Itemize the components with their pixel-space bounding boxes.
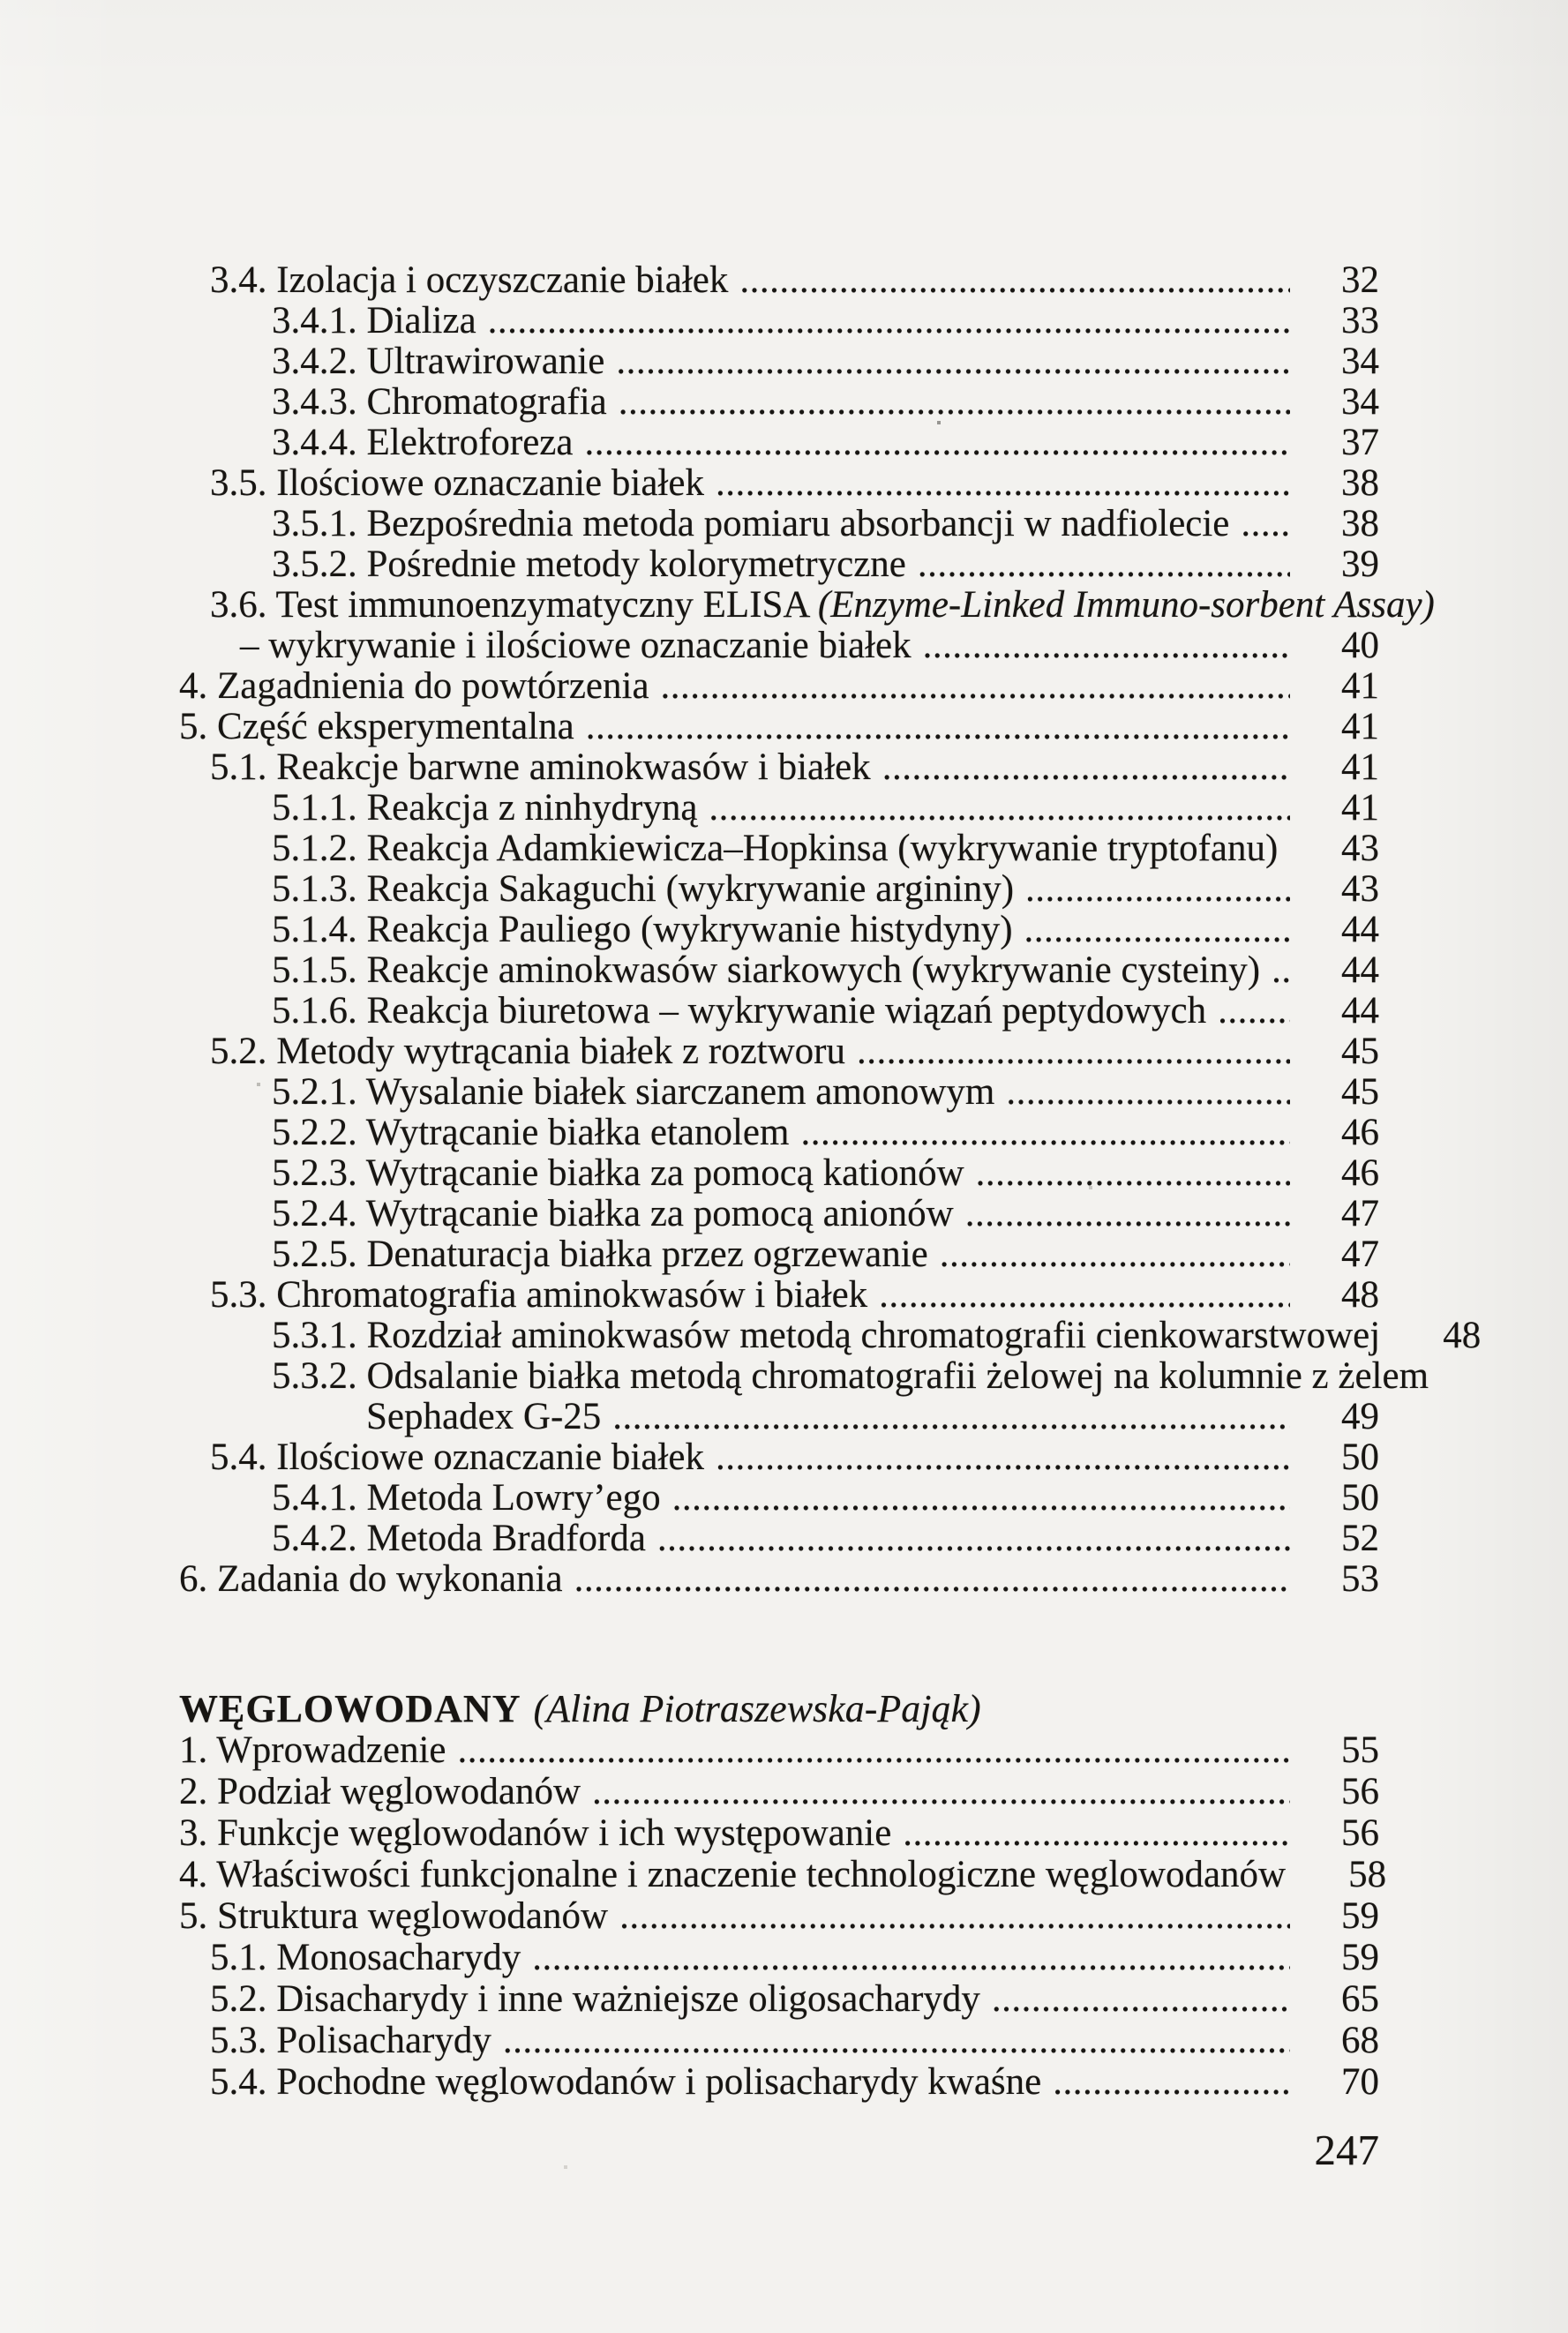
toc-entry-page: 47 xyxy=(1341,1193,1379,1234)
toc-entry xyxy=(0,1519,1379,1559)
toc-entry-page: 44 xyxy=(1341,990,1379,1031)
dot-leader xyxy=(586,707,1290,747)
toc-entry-page: 43 xyxy=(1341,868,1379,910)
toc-entry-title xyxy=(179,1729,446,1771)
toc-entry-page: 48 xyxy=(1443,1315,1482,1356)
toc-entry-text: 3.5.2. Pośrednie metody kolorymetryczne xyxy=(272,544,906,585)
toc-entry xyxy=(0,626,1379,666)
toc-entry-text: 5.2. Disacharydy i inne ważniejsze oligosacharydy xyxy=(210,1978,980,2020)
toc-entry-title xyxy=(210,1031,845,1072)
toc-entry xyxy=(0,1072,1379,1113)
toc-entry-title xyxy=(366,1397,601,1437)
toc-entry-text: 2. Podział węglowodanów xyxy=(179,1771,581,1812)
toc-entry xyxy=(0,341,1379,382)
toc-entry xyxy=(0,260,1379,301)
toc-entry xyxy=(0,463,1379,504)
toc-entry-title xyxy=(272,829,1278,869)
toc-entry-page: 45 xyxy=(1341,1071,1379,1113)
toc-entry-text: 5.1.6. Reakcja biuretowa – wykrywanie wiązań peptydowych xyxy=(272,990,1207,1031)
toc-entry-page: 37 xyxy=(1341,422,1379,463)
toc-entry-page: 45 xyxy=(1341,1031,1379,1072)
dot-leader xyxy=(1053,2061,1290,2103)
toc-entry-title xyxy=(210,463,704,504)
toc-entry-text: 6. Zadania do wykonania xyxy=(179,1558,563,1600)
toc-entry-text: 5.1. Monosacharydy xyxy=(210,1937,521,1978)
toc-entry xyxy=(0,1153,1379,1194)
dot-leader xyxy=(619,382,1290,423)
toc-entry-text: 5.2.1. Wysalanie białek siarczanem amonowym xyxy=(272,1071,995,1113)
toc-entry-page: 47 xyxy=(1341,1234,1379,1275)
toc-entry xyxy=(0,1031,1379,1072)
dot-leader xyxy=(709,788,1290,829)
toc-entry-page: 41 xyxy=(1341,665,1379,707)
dot-leader xyxy=(716,1437,1290,1478)
toc-entry xyxy=(0,991,1379,1031)
toc-entry-page: 32 xyxy=(1341,259,1379,301)
toc-entry-title xyxy=(179,1559,563,1600)
toc-entry-text: 5.3. Polisacharydy xyxy=(210,2020,491,2061)
dot-leader xyxy=(574,1559,1290,1600)
toc-entry xyxy=(0,1937,1379,1978)
toc-entry-text: 3.5.1. Bezpośrednia metoda pomiaru absorbancji w nadfiolecie xyxy=(272,503,1230,544)
toc-entry-page: 48 xyxy=(1341,1274,1379,1316)
toc-entry-text: 5.4.1. Metoda Lowry’ego xyxy=(272,1477,661,1519)
table-of-contents xyxy=(0,259,1482,2103)
toc-entry-title xyxy=(210,1437,704,1478)
dot-leader xyxy=(584,423,1290,463)
toc-entry-page: 39 xyxy=(1341,544,1379,585)
dot-leader xyxy=(619,1895,1290,1937)
dot-leader xyxy=(616,341,1290,382)
toc-entry-text: 4. Właściwości funkcjonalne i znaczenie technologiczne węglowodanów xyxy=(179,1854,1287,1895)
dot-leader xyxy=(716,463,1290,504)
dot-leader xyxy=(1218,991,1290,1031)
toc-entry xyxy=(0,1234,1379,1275)
dot-leader xyxy=(1025,869,1290,910)
toc-entry-page: 46 xyxy=(1341,1112,1379,1153)
dot-leader xyxy=(657,1519,1290,1559)
dot-leader xyxy=(532,1937,1290,1978)
toc-entry xyxy=(0,1194,1379,1234)
dot-leader xyxy=(739,260,1290,301)
toc-entry-text: Sephadex G-25 xyxy=(366,1396,602,1437)
toc-entry-page: 59 xyxy=(1341,1895,1379,1937)
toc-entry xyxy=(0,301,1379,341)
toc-entry-text: 3.4.2. Ultrawirowanie xyxy=(272,341,605,382)
toc-entry-text: 5.1.3. Reakcja Sakaguchi (wykrywanie argininy) xyxy=(272,868,1015,910)
toc-entry-page: 41 xyxy=(1341,746,1379,788)
toc-entry xyxy=(0,910,1379,950)
toc-entry-page: 44 xyxy=(1341,909,1379,950)
toc-entry-title xyxy=(272,423,573,463)
dot-leader xyxy=(503,2020,1290,2061)
toc-entry-page: 38 xyxy=(1341,503,1379,544)
toc-entry-title xyxy=(210,1978,980,2020)
dot-leader xyxy=(457,1729,1290,1771)
toc-entry xyxy=(0,1978,1379,2020)
toc-entry xyxy=(0,950,1379,991)
toc-entry-text: 5.4.2. Metoda Bradforda xyxy=(272,1518,646,1559)
toc-entry-page: 46 xyxy=(1341,1152,1379,1194)
toc-entry-title xyxy=(272,950,1260,991)
page-number-folio: 247 xyxy=(1314,2126,1379,2174)
dot-leader xyxy=(1241,504,1290,544)
toc-entry-text: 3.4.4. Elektroforeza xyxy=(272,422,574,463)
toc-entry xyxy=(0,1275,1379,1316)
toc-entry-page: 34 xyxy=(1341,381,1379,423)
toc-entry-text: 5.1. Reakcje barwne aminokwasów i białek xyxy=(210,746,871,788)
toc-entry xyxy=(0,382,1379,423)
toc-entry-title xyxy=(272,910,1013,950)
chapter-heading xyxy=(0,1688,1379,1729)
toc-entry-page: 53 xyxy=(1341,1558,1379,1600)
toc-entry-page: 65 xyxy=(1341,1978,1379,2020)
toc-entry-text: 5.3.2. Odsalanie białka metodą chromatografii żelowej na kolumnie z żelem xyxy=(272,1355,1429,1397)
toc-entry xyxy=(0,1771,1379,1812)
toc-entry-page: 40 xyxy=(1341,625,1379,666)
toc-entry-page: 52 xyxy=(1341,1518,1379,1559)
scan-speck-noise xyxy=(0,0,2,2)
toc-entry-title xyxy=(272,1113,789,1153)
toc-entry-title xyxy=(272,788,697,829)
toc-entry-page: 58 xyxy=(1348,1854,1387,1895)
dot-leader xyxy=(612,1397,1290,1437)
dot-leader xyxy=(903,1812,1290,1854)
toc-entry-text: 5. Struktura węglowodanów xyxy=(179,1895,609,1937)
toc-entry-page: 55 xyxy=(1341,1729,1379,1771)
dot-leader xyxy=(923,626,1290,666)
toc-entry-text: 3.4. Izolacja i oczyszczanie białek xyxy=(210,259,729,301)
toc-entry-page: 41 xyxy=(1341,706,1379,747)
toc-entry-title xyxy=(179,1854,1286,1895)
toc-entry-title xyxy=(272,341,604,382)
dot-leader xyxy=(857,1031,1290,1072)
toc-entry-text: 3. Funkcje węglowodanów i ich występowanie xyxy=(179,1812,892,1854)
toc-entry-page: 34 xyxy=(1341,341,1379,382)
toc-entry-text: 5.3.1. Rozdział aminokwasów metodą chromatografii cienkowarstwowej xyxy=(272,1315,1381,1356)
toc-entry-title xyxy=(210,585,1435,626)
dot-leader xyxy=(992,1978,1290,2020)
toc-entry-page: 50 xyxy=(1341,1437,1379,1478)
toc-entry-page: 59 xyxy=(1341,1937,1379,1978)
toc-entry-text: 5. Część eksperymentalna xyxy=(179,706,574,747)
toc-entry-page: 41 xyxy=(1341,787,1379,829)
toc-entry xyxy=(0,2061,1379,2103)
toc-entry-title xyxy=(179,1812,891,1854)
dot-leader xyxy=(882,747,1290,788)
toc-entry-title xyxy=(210,2020,491,2061)
toc-entry xyxy=(0,1315,1482,1356)
toc-entry xyxy=(0,1854,1387,1895)
toc-entry-title xyxy=(272,301,476,341)
toc-entry-page: 56 xyxy=(1341,1771,1379,1812)
dot-leader xyxy=(1272,950,1290,991)
toc-entry-title xyxy=(272,1519,646,1559)
dot-leader xyxy=(488,301,1290,341)
toc-entry-page: 70 xyxy=(1341,2061,1379,2103)
dot-leader xyxy=(1024,910,1290,950)
chapter-author-italic: (Alina Piotraszewska-Pająk) xyxy=(533,1687,981,1730)
dot-leader xyxy=(1006,1072,1290,1113)
toc-entry-title xyxy=(272,1153,964,1194)
toc-entry-title xyxy=(210,2061,1041,2103)
toc-entry-text: 1. Wprowadzenie xyxy=(179,1729,446,1771)
toc-entry-title xyxy=(210,747,871,788)
toc-entry-text: 5.2.4. Wytrącanie białka za pomocą anionów xyxy=(272,1193,954,1234)
toc-entry-page: 44 xyxy=(1341,949,1379,991)
toc-entry-text: 4. Zagadnienia do powtórzenia xyxy=(179,665,649,707)
dot-leader xyxy=(592,1771,1290,1812)
toc-entry xyxy=(0,1397,1379,1437)
toc-entry-page: 43 xyxy=(1341,828,1379,869)
toc-entry xyxy=(0,747,1379,788)
toc-entry xyxy=(0,584,1435,626)
toc-entry xyxy=(0,1812,1379,1854)
toc-entry-page: 33 xyxy=(1341,300,1379,341)
toc-entry-text: 5.2.5. Denaturacja białka przez ogrzewanie xyxy=(272,1234,928,1275)
toc-entry-title xyxy=(240,626,912,666)
toc-entry-title xyxy=(272,504,1229,544)
toc-entry xyxy=(0,1355,1429,1397)
toc-entry xyxy=(0,869,1379,910)
toc-entry-title xyxy=(210,1275,867,1316)
toc-entry-title xyxy=(272,1478,661,1519)
toc-entry-page: 50 xyxy=(1341,1477,1379,1519)
toc-entry-page: 68 xyxy=(1341,2020,1379,2061)
dot-leader xyxy=(976,1153,1290,1194)
dot-leader xyxy=(940,1234,1290,1275)
toc-entry-text: 5.2. Metody wytrącania białek z roztworu xyxy=(210,1031,845,1072)
toc-entry xyxy=(0,1729,1379,1771)
toc-entry-title xyxy=(272,382,607,423)
dot-leader xyxy=(918,544,1290,585)
dot-leader xyxy=(672,1478,1290,1519)
toc-entry xyxy=(0,1478,1379,1519)
toc-entry-title xyxy=(272,1316,1380,1356)
toc-entry-text: – wykrywanie i ilościowe oznaczanie białek xyxy=(240,625,912,666)
toc-entry-text: 3.5. Ilościowe oznaczanie białek xyxy=(210,462,704,504)
toc-entry-title xyxy=(179,707,574,747)
toc-entry-text: 5.1.1. Reakcja z ninhydryną xyxy=(272,787,698,829)
toc-entry xyxy=(0,2020,1379,2061)
toc-entry-text: 5.1.2. Reakcja Adamkiewicza–Hopkinsa (wykrywanie tryptofanu) xyxy=(272,828,1279,869)
chapter-title: WĘGLOWODANY xyxy=(179,1687,521,1730)
toc-entry-title xyxy=(179,1895,608,1937)
toc-entry-text: 5.2.3. Wytrącanie białka za pomocą kationów xyxy=(272,1152,964,1194)
toc-entry-title xyxy=(272,1356,1429,1397)
toc-entry-title xyxy=(179,666,649,707)
toc-entry-title xyxy=(272,869,1014,910)
toc-section-proteins xyxy=(0,259,1482,1600)
toc-entry-text: 5.1.4. Reakcja Pauliego (wykrywanie histydyny) xyxy=(272,909,1013,950)
toc-entry xyxy=(0,423,1379,463)
toc-entry-title xyxy=(272,1072,994,1113)
toc-entry xyxy=(0,1437,1379,1478)
toc-entry-text: 3.6. Test immunoenzymatyczny ELISA xyxy=(210,584,818,626)
toc-entry-text: 3.4.3. Chromatografia xyxy=(272,381,607,423)
toc-entry xyxy=(0,666,1379,707)
toc-entry xyxy=(0,504,1379,544)
dot-leader xyxy=(879,1275,1290,1316)
toc-entry-text: 5.4. Ilościowe oznaczanie białek xyxy=(210,1437,704,1478)
toc-entry xyxy=(0,1559,1379,1600)
toc-entry xyxy=(0,707,1379,747)
toc-entry-title xyxy=(272,1194,954,1234)
toc-entry xyxy=(0,544,1379,585)
dot-leader xyxy=(965,1194,1290,1234)
dot-leader xyxy=(661,666,1290,707)
toc-entry-page: 49 xyxy=(1341,1396,1379,1437)
toc-entry-text: 3.4.1. Dializa xyxy=(272,300,476,341)
toc-entry-title xyxy=(210,260,728,301)
toc-entry-title xyxy=(272,544,906,585)
toc-entry-text: 5.2.2. Wytrącanie białka etanolem xyxy=(272,1112,790,1153)
toc-entry-title xyxy=(210,1937,521,1978)
toc-entry-italic-text: (Enzyme-Linked Immuno-sorbent Assay) xyxy=(817,584,1435,626)
toc-entry-page: 38 xyxy=(1341,462,1379,504)
toc-entry xyxy=(0,829,1379,869)
toc-entry-text: 5.1.5. Reakcje aminokwasów siarkowych (wykrywanie cysteiny) xyxy=(272,949,1261,991)
toc-entry-text: 5.4. Pochodne węglowodanów i polisacharydy kwaśne xyxy=(210,2061,1042,2103)
toc-entry-title xyxy=(179,1771,581,1812)
dot-leader xyxy=(800,1113,1290,1153)
toc-entry xyxy=(0,1895,1379,1937)
toc-entry xyxy=(0,788,1379,829)
toc-entry xyxy=(0,1113,1379,1153)
toc-entry-title xyxy=(272,991,1206,1031)
toc-entry-title xyxy=(272,1234,928,1275)
toc-entry-page: 56 xyxy=(1341,1812,1379,1854)
toc-entry-text: 5.3. Chromatografia aminokwasów i białek xyxy=(210,1274,868,1316)
toc-section-carbohydrates xyxy=(0,1729,1387,2103)
